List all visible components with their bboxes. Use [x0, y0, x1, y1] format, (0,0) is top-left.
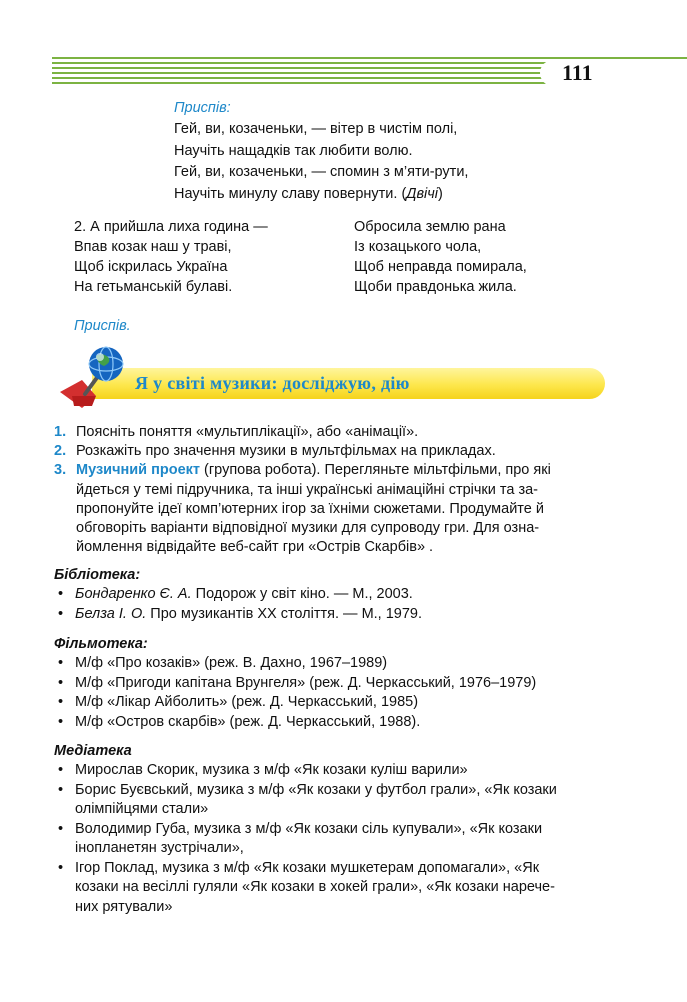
- task-item: [54, 442, 614, 461]
- verse-line: 2. А прийшла лиха година —: [74, 219, 268, 235]
- task-text: Поясніть поняття «мультиплікації», або «анімації».: [76, 424, 419, 440]
- verse-line: На гетьманській булаві.: [74, 279, 233, 295]
- book-title: Про музикантів XX століття. — М., 1979.: [146, 605, 423, 622]
- task-text-line: йомлення відвідайте веб-сайт гри «Острів Скарбів» .: [76, 539, 434, 556]
- verse-right-column: [354, 217, 527, 297]
- list-item-line: • Борис Буєвський, музика з м/ф «Як козаки у футбол грали», «Як козаки: [75, 781, 557, 798]
- list-item: • М/ф «Остров скарбів» (реж. Д. Черкасський, 1988).: [58, 713, 536, 733]
- globe-icon: [52, 340, 134, 416]
- chorus-line: [174, 184, 468, 206]
- list-item-line: олімпійцями стали»: [75, 801, 209, 817]
- chorus-last-close: ): [438, 185, 443, 202]
- list-item: • М/ф «Пригоди капітана Врунгеля» (реж. Д. Черкасський, 1976–1979): [58, 674, 536, 694]
- verse-line: Із козацького чола,: [354, 239, 482, 255]
- project-title: Музичний проект: [76, 462, 201, 479]
- filmoteka-list: [58, 654, 536, 732]
- chorus-repeat-mark: Двічі: [406, 185, 439, 202]
- task-text-line: обговоріть варіанти відповідної музики для супроводу гри. Для озна-: [76, 520, 540, 537]
- list-item: [58, 605, 422, 625]
- task-text: (групова робота). Перегляньте мільтфільми, про які: [200, 462, 551, 479]
- verse-line: Щоби правдонька жила.: [354, 279, 517, 295]
- task-list: [54, 423, 614, 557]
- list-item-line: • Володимир Губа, музика з м/ф «Як козаки сіль купували», «Як козаки: [75, 820, 543, 837]
- list-item-line: них рятували»: [75, 898, 173, 915]
- chorus-lines: [174, 119, 468, 205]
- verse-line: Щоб іскрилась Україна: [74, 259, 228, 275]
- library-heading: Бібліотека:: [54, 567, 141, 583]
- chorus-label: Приспів:: [174, 100, 231, 116]
- page-number: 111: [540, 60, 687, 86]
- task-number: 3.: [54, 462, 67, 479]
- verse-line: Обросила землю рана: [354, 219, 506, 235]
- book-title: Подорож у світ кіно. — М., 2003.: [191, 586, 413, 602]
- list-item: • М/ф «Лікар Айболить» (реж. Д. Черкасський, 1985): [58, 693, 536, 713]
- refrain-repeat: Приспів.: [74, 318, 131, 334]
- task-text-line: йдеться у темі підручника, та інші українські анімаційні стрічки та за-: [76, 481, 539, 498]
- book-author: Белза І. О.: [75, 605, 147, 622]
- list-item: [58, 781, 557, 820]
- list-item: [58, 585, 422, 605]
- chorus-line: Гей, ви, козаченьки, — спомин з м’яти-рути,: [174, 164, 469, 180]
- chorus-last-text: Научіть минулу славу повернути. (: [174, 185, 407, 202]
- mediateka-list: [58, 761, 557, 917]
- task-item: [54, 461, 614, 557]
- book-author: Бондаренко Є. А.: [75, 586, 192, 602]
- chorus-line: Научіть нащадків так любити волю.: [174, 142, 413, 159]
- list-item-line: • Мирослав Скорик, музика з м/ф «Як козаки куліш варили»: [75, 762, 468, 778]
- list-item: • М/ф «Про козаків» (реж. В. Дахно, 1967–1989): [58, 654, 536, 674]
- library-list: [58, 585, 422, 624]
- mediateka-heading: Медіатека: [54, 743, 132, 759]
- list-item-line: козаки на весіллі гуляли «Як козаки в хокей грали», «Як козаки нарече-: [75, 879, 555, 895]
- filmoteka-heading: Фільмотека:: [54, 636, 148, 652]
- list-item: [58, 820, 557, 859]
- verse-line: Щоб неправда помирала,: [354, 259, 527, 275]
- verse-left-column: [74, 217, 268, 297]
- chorus-line: Гей, ви, козаченьки, — вітер в чистім полі,: [174, 121, 458, 137]
- list-item-line: • Ігор Поклад, музика з м/ф «Як козаки мушкетерам допомагали», «Як: [75, 859, 540, 876]
- task-number: 2.: [54, 443, 67, 460]
- list-item: [58, 859, 557, 918]
- task-text: Розкажіть про значення музики в мультфільмах на прикладах.: [76, 443, 496, 460]
- verse-line: Впав козак наш у траві,: [74, 239, 232, 255]
- section-title: Я у світі музики: досліджую, дію: [135, 373, 410, 393]
- task-number: 1.: [54, 424, 67, 440]
- task-text-line: пропонуйте ідеї комп’ютерних ігор за їхніми сюжетами. Продумайте й: [76, 500, 544, 517]
- task-item: [54, 423, 614, 442]
- list-item: [58, 761, 557, 781]
- list-item-line: інопланетян зустрічали»,: [75, 840, 244, 856]
